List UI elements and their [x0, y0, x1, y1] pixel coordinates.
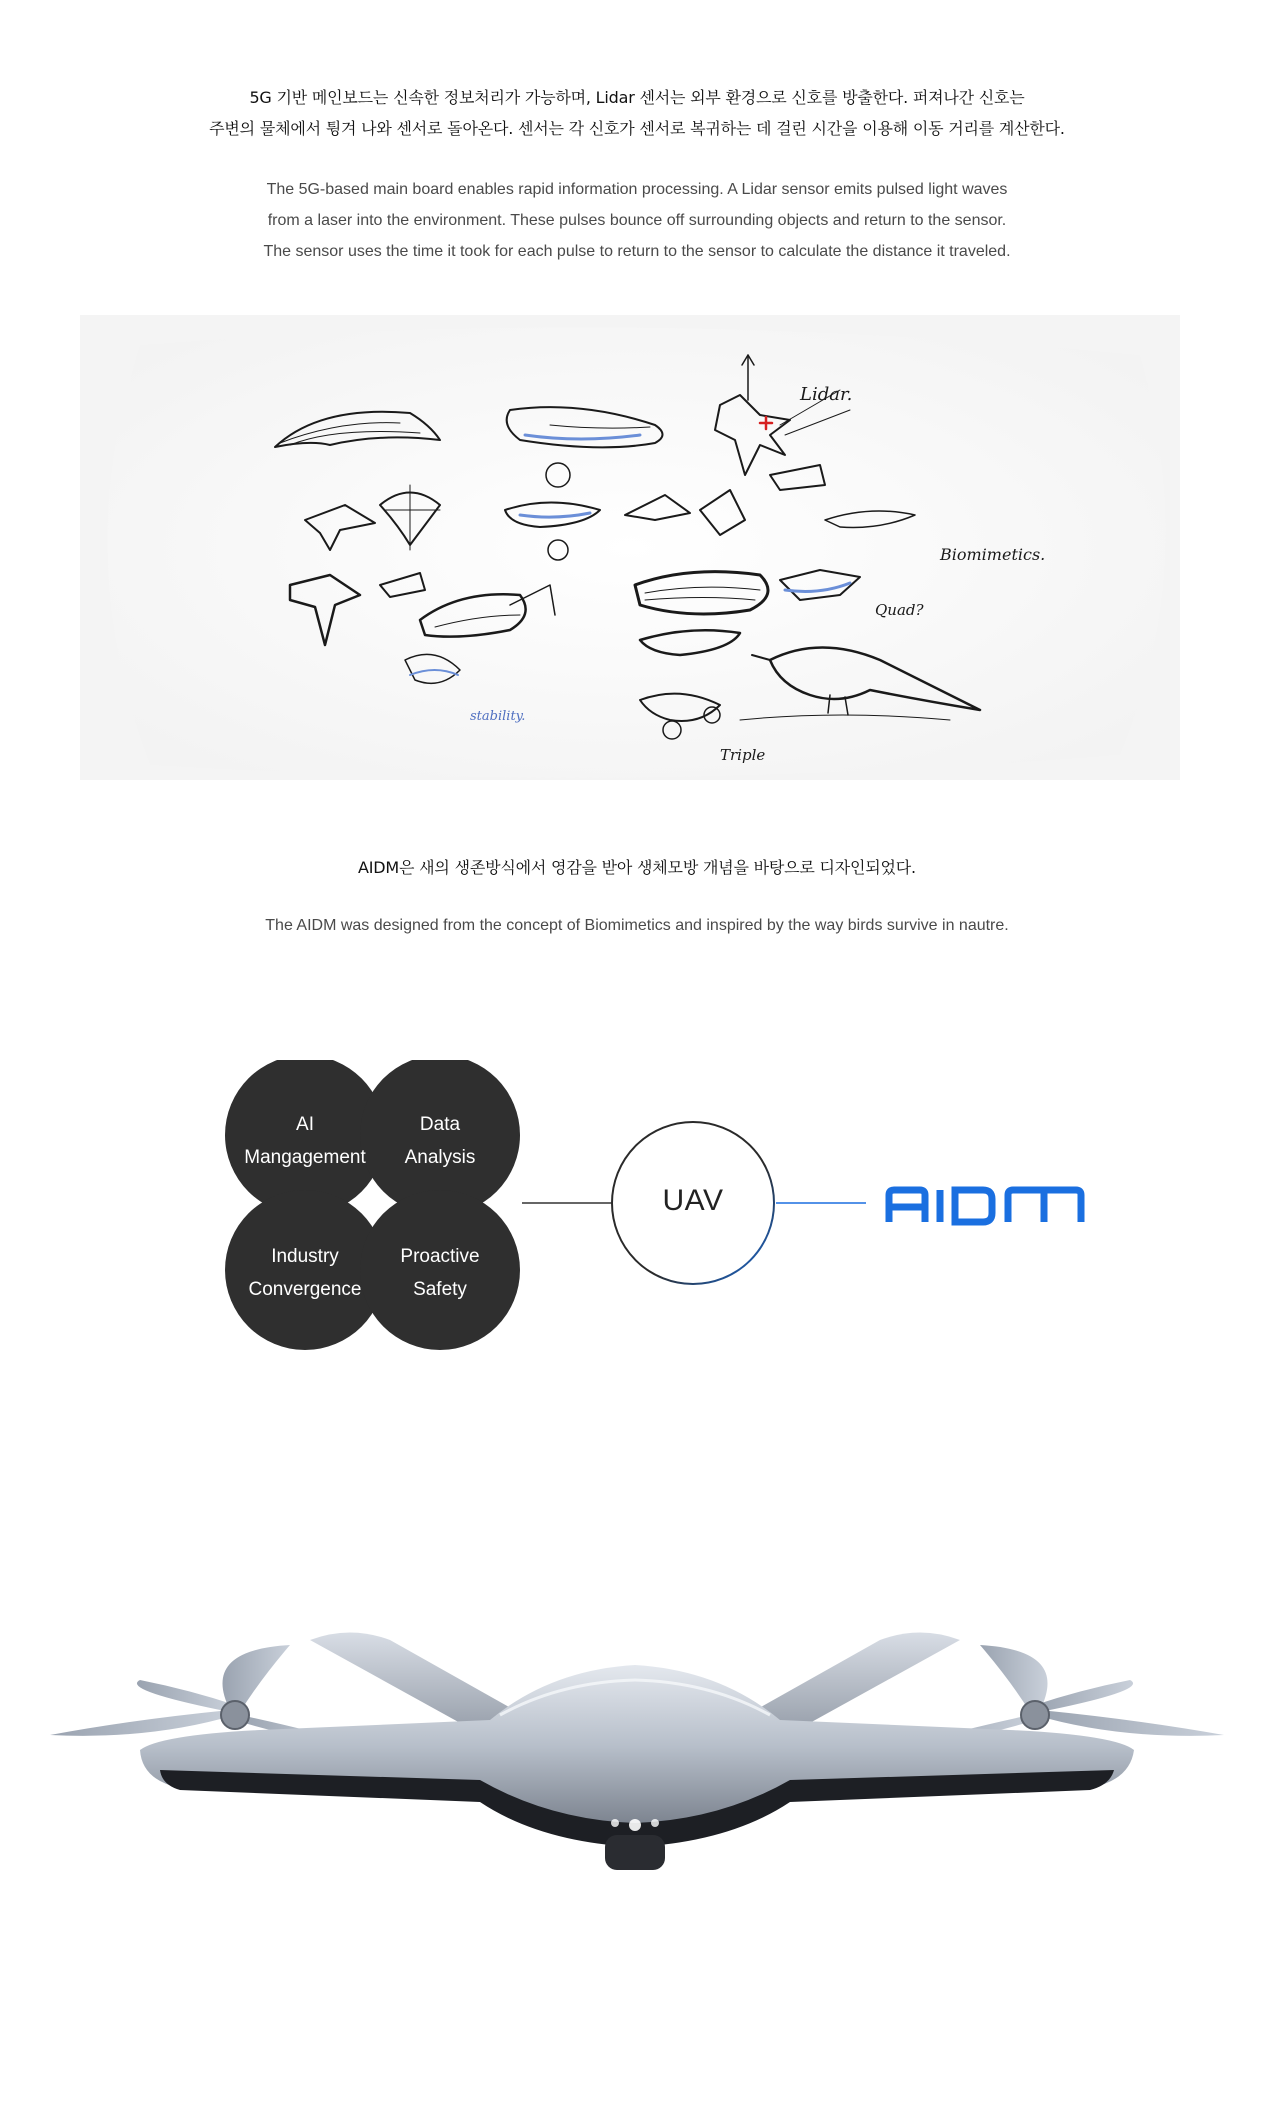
sketch-label-biomimetics: Biomimetics.	[940, 545, 1046, 564]
intro-english-line-1: The 5G-based main board enables rapid information processing. A Lidar sensor emits pulsed light waves	[266, 181, 1008, 198]
circle-label-line: Proactive	[400, 1246, 480, 1267]
uav-label: UAV	[662, 1184, 724, 1217]
circle-label-line: Safety	[413, 1279, 467, 1300]
intro-korean-text	[0, 82, 1274, 144]
circle-label-line: Convergence	[248, 1279, 362, 1300]
sketch-label-stability: stability.	[470, 709, 526, 724]
intro-korean-line-2: 주변의 물체에서 튕겨 나와 센서로 돌아온다. 센서는 각 신호가 센서로 복귀하는 데 걸린 시간을 이용해 이동 거리를 계산한다.	[209, 119, 1065, 138]
intro-english-line-2: from a laser into the environment. These pulses bounce off surrounding objects and return to the sensor.	[267, 212, 1007, 229]
intro-english-text	[0, 174, 1274, 267]
intro-korean-line-1: 5G 기반 메인보드는 신속한 정보처리가 가능하며, Lidar 센서는 외부 환경으로 신호를 방출한다. 퍼져나간 신호는	[249, 88, 1025, 107]
circle-label-line: Mangagement	[244, 1147, 366, 1168]
concept-sketch-illustration	[80, 315, 1180, 780]
concept-korean-text: AIDM은 새의 생존방식에서 영감을 받아 생체모방 개념을 바탕으로 디자인되었다.	[358, 858, 916, 877]
aidm-drone-render	[30, 1620, 1244, 1910]
sketch-label-lidar: Lidar.	[800, 384, 853, 405]
circle-label-proactive-safety	[360, 1240, 520, 1306]
aidm-logo	[889, 1190, 1081, 1222]
concept-diagram	[0, 1060, 1274, 1360]
circle-label-line: Industry	[271, 1246, 339, 1267]
intro-english-line-3: The sensor uses the time it took for each pulse to return to the sensor to calculate the distance it traveled.	[263, 243, 1011, 260]
sketch-label-quad: Quad?	[875, 601, 924, 619]
circle-label-line: AI	[296, 1114, 314, 1135]
circle-label-line: Analysis	[404, 1147, 476, 1168]
circle-label-data-analysis	[360, 1108, 520, 1174]
sketch-label-triple: Triple	[720, 746, 766, 764]
circle-label-line: Data	[419, 1114, 461, 1135]
concept-english-text: The AIDM was designed from the concept of Biomimetics and inspired by the way birds survive in nautre.	[265, 917, 1009, 934]
